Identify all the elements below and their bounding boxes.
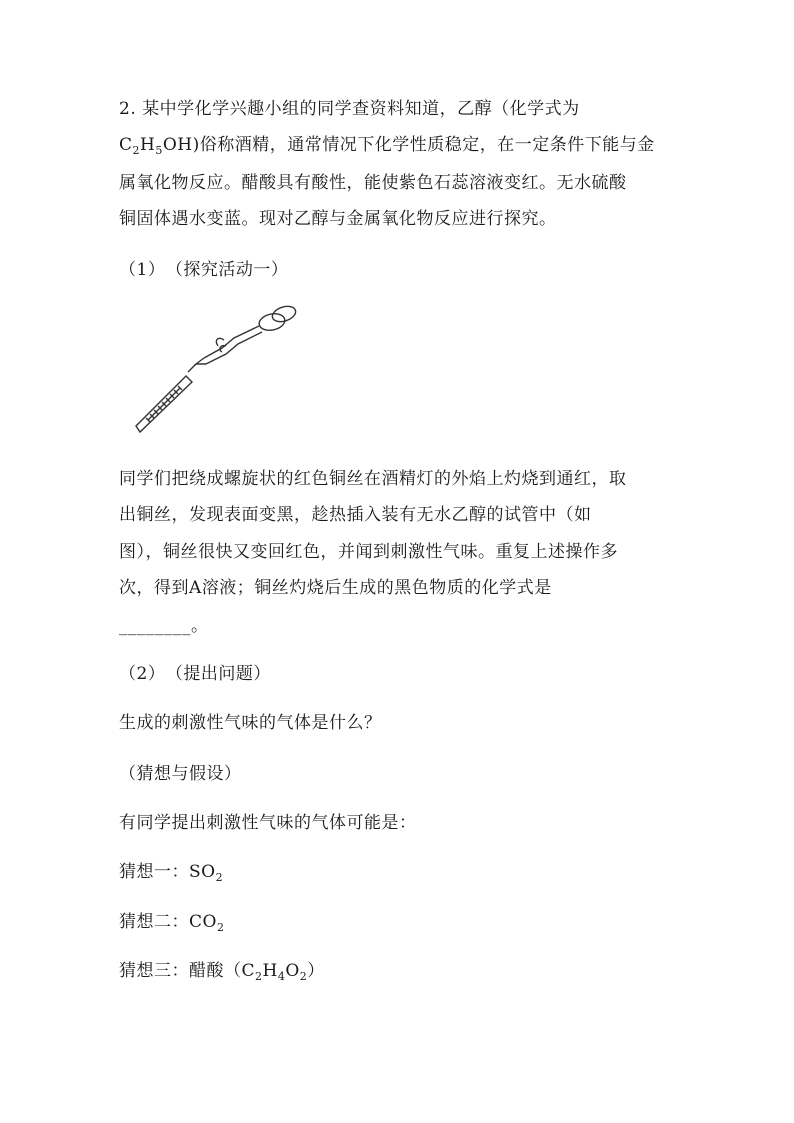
formula-oh: OH <box>162 135 193 155</box>
part1-heading: （1） （探究活动一） <box>119 260 289 280</box>
part2-heading: （2） （提出问题） <box>119 664 271 684</box>
guess-1-label: 猜想一：SO <box>119 862 216 882</box>
guess-3-label: 猜想三：醋酸（C <box>119 961 256 981</box>
question-line-2 <box>119 133 655 157</box>
part1-line-2: 出铜丝，发现表面变黑，趁热插入装有无水乙醇的试管中（如 <box>119 505 592 525</box>
hypothesis-intro: 有同学提出刺激性气味的气体可能是： <box>119 813 417 833</box>
guess-2 <box>119 910 224 934</box>
formula-h: H <box>140 135 156 155</box>
guess-1 <box>119 860 223 884</box>
guess-1-subscript: 2 <box>215 871 224 884</box>
guess-2-label: 猜想二：CO <box>119 912 217 932</box>
part2-question: 生成的刺激性气味的气体是什么？ <box>119 713 382 733</box>
guess-3 <box>119 959 325 983</box>
question-line-4: 铜固体遇水变蓝。现对乙醇与金属氧化物反应进行探究。 <box>119 209 557 229</box>
subscript-5: 5 <box>155 144 163 157</box>
part1-line-4: 次，得到A溶液；铜丝灼烧后生成的黑色物质的化学式是 <box>119 578 552 598</box>
hypothesis-heading: （猜想与假设） <box>119 764 242 784</box>
guess-3-sub-c: 2 <box>255 970 263 983</box>
formula-c: C <box>119 135 133 155</box>
answer-blank: ________。 <box>119 616 209 636</box>
guess-3-sub-o: 2 <box>299 970 308 983</box>
guess-3-sub-h: 4 <box>277 970 286 983</box>
crucible-tongs-with-copper-wire-figure <box>126 296 306 441</box>
question-line-3: 属氧化物反应。醋酸具有酸性，能使紫色石蕊溶液变红。无水硫酸 <box>119 173 627 193</box>
question-line-1: 2. 某中学化学兴趣小组的同学查资料知道，乙醇（化学式为 <box>119 99 580 119</box>
guess-2-subscript: 2 <box>216 921 225 934</box>
question-line-2-text: )俗称酒精，通常情况下化学性质稳定，在一定条件下能与金 <box>192 135 655 155</box>
part1-line-3: 图），铜丝很快又变回红色，并闻到刺激性气味。重复上述操作多 <box>119 542 618 562</box>
guess-3-h: H <box>262 961 278 981</box>
part1-line-1: 同学们把绕成螺旋状的红色铜丝在酒精灯的外焰上灼烧到通红，取 <box>119 469 627 489</box>
subscript-2: 2 <box>132 144 141 157</box>
guess-3-close: ） <box>307 961 325 981</box>
guess-3-o: O <box>285 961 300 981</box>
